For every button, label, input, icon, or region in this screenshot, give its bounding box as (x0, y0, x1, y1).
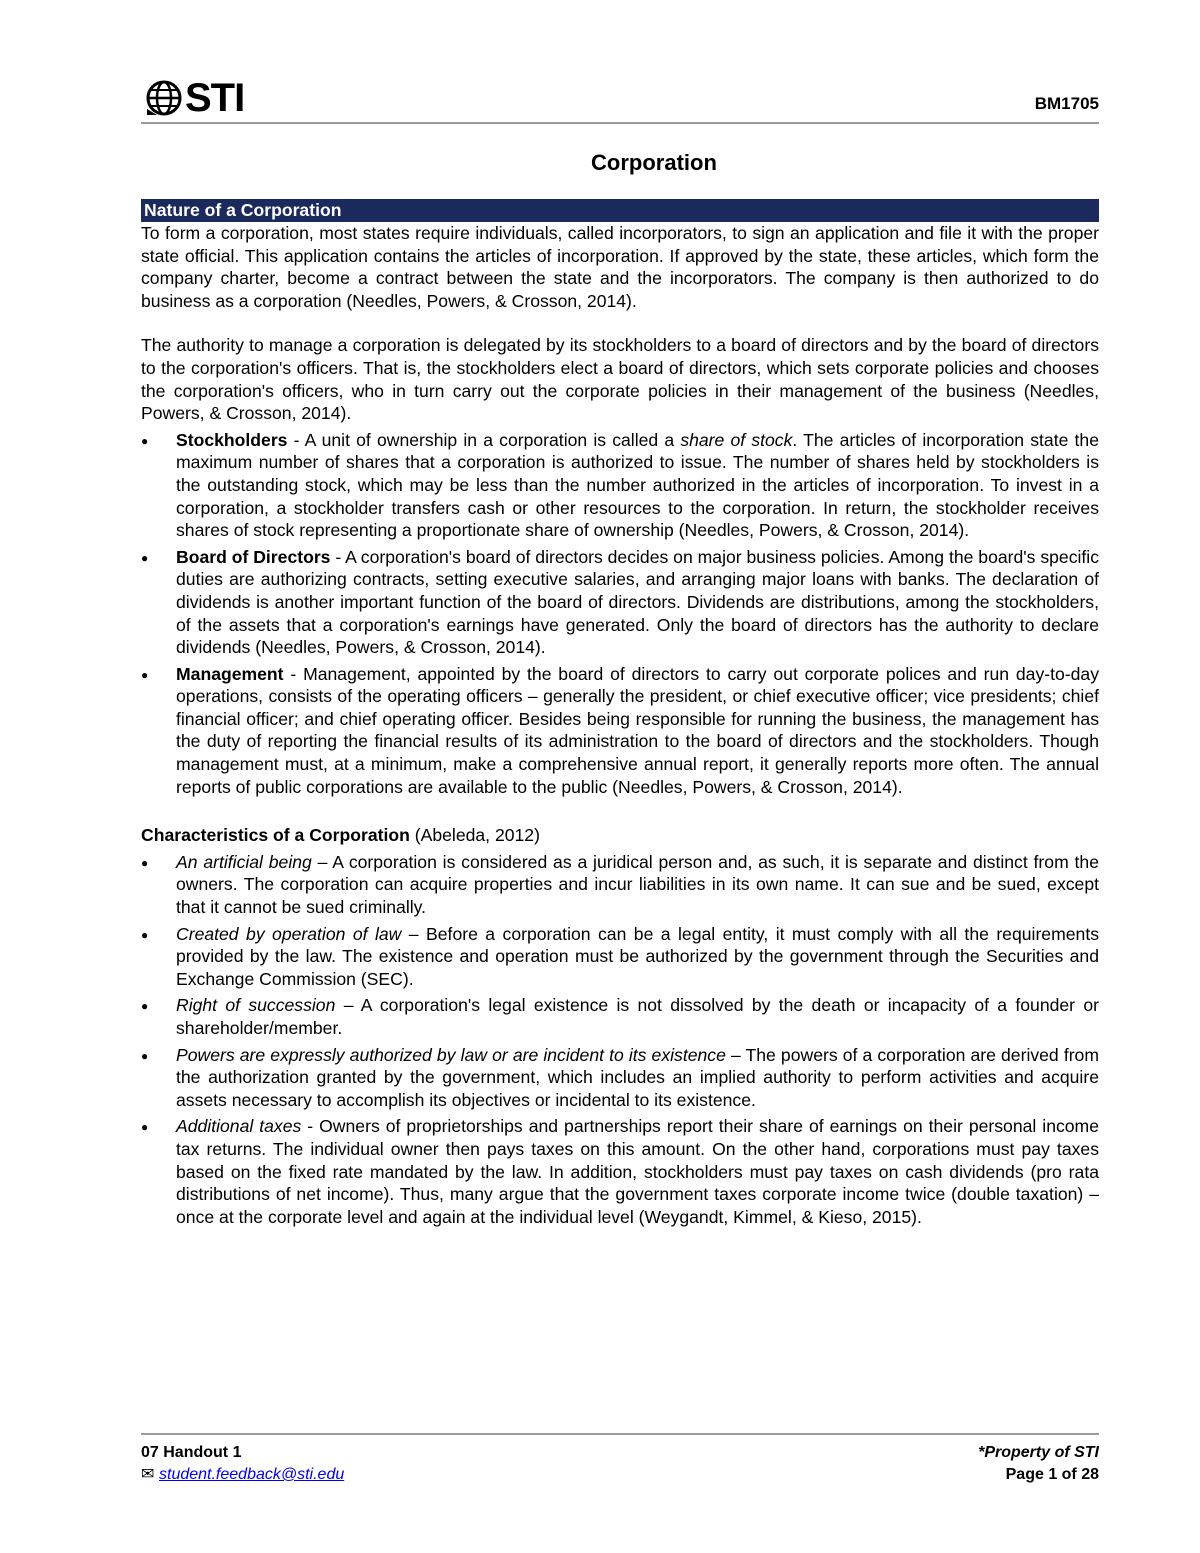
subheading-citation: (Abeleda, 2012) (409, 825, 540, 846)
bullet-list (141, 429, 1099, 799)
item-text: - A unit of ownership in a corporation is called a (287, 429, 681, 450)
page-title (104, 150, 1200, 176)
section-subheading (141, 824, 1099, 847)
paragraph: The authority to manage a corporation is delegated by its stockholders to a board of directors and by the board of directors to the corporation's officers. That is, the stockholders elect a board of directors, which sets corporate policies and chooses the corporation's officers, who in turn carry out the corporate policies in their management of the business (Needles, Powers, & Crosson, 2014). (141, 335, 1099, 424)
page-header (141, 74, 1099, 124)
bullet-icon (141, 546, 151, 570)
italic-term: share of stock (680, 429, 793, 450)
bullet-icon (141, 851, 151, 875)
bullet-icon (141, 429, 151, 453)
bullet-icon (141, 1044, 151, 1068)
term-label: Right of succession (176, 995, 336, 1016)
page-number: Page 1 of 28 (1005, 1466, 1099, 1483)
term-label: Powers are expressly authorized by law or are incident to its existence (176, 1044, 726, 1065)
course-code: BM1705 (1034, 94, 1099, 113)
item-text: – The powers of a corporation are derived from the authorization granted by the government, which includes an implied authority to perform activities and acquire assets necessary to accomplish its objectives or incidental to its existence. (176, 1044, 1100, 1110)
page-footer (141, 1433, 1099, 1485)
item-text: – A corporation is considered as a juridical person and, as such, it is separate and distinct from the owners. The corporation can acquire properties and incur liabilities in its own name. It can sue and be sued, except that it cannot be sued criminally. (176, 851, 1099, 918)
sti-logo (145, 78, 244, 118)
feedback-email-link[interactable]: student.feedback@sti.edu (159, 1466, 345, 1483)
item-text: - Owners of proprietorships and partnerships report their share of earnings on their personal income tax returns. The individual owner then pays taxes on this amount. On the other hand, corporations must pay taxes based on the fixed rate mandated by the law. In addition, stockholders must pay taxes on cash dividends (pro rata distributions of net income). Thus, many argue that the government taxes corporate income twice (double taxation) – once at the corporate level and again at the individual level (Weygandt, Kimmel, & Kieso, 2015). (176, 1116, 1099, 1227)
property-label: *Property of STI (978, 1444, 1099, 1461)
list-item (141, 546, 1099, 659)
list-item (141, 851, 1099, 919)
term-label: An artificial being (176, 851, 312, 872)
item-text: . The articles of incorporation state the maximum number of shares that a corporation is authorized to issue. The number of shares held by stockholders is the outstanding stock, which may be less than the number authorized in the articles of incorporation. To invest in a corporation, a stockholder transfers cash or other resources to the corporation. In return, the stockholder receives shares of stock representing a proportionate share of ownership (Needles, Powers, & Crosson, 2014). (176, 429, 1099, 541)
item-text: - Management, appointed by the board of directors to carry out corporate polices and run day-to-day operations, consists of the operating officers – generally the president, or chief executive officer; vice presidents; chief financial officer; and chief operating officer. Besides being responsible for running the business, the management has the duty of reporting the financial results of its administration to the board of directors and the stockholders. Though management must, at a minimum, make a comprehensive annual report, it generally reports more often. The annual reports of public corporations are available to the public (Needles, Powers, & Crosson, 2014). (176, 663, 1099, 797)
list-item (141, 1044, 1099, 1112)
paragraph: To form a corporation, most states require individuals, called incorporators, to sign an application and file it with the proper state official. This application contains the articles of incorporation. If approved by the state, these articles, which form the company charter, become a contract between the state and the incorporators. The company is then authorized to do business as a corporation (Needles, Powers, & Crosson, 2014). (141, 223, 1099, 311)
bullet-list (141, 851, 1099, 1229)
section-heading-bar: Nature of a Corporation (141, 199, 1099, 222)
list-item (141, 1115, 1099, 1228)
page-title-text: Corporation (591, 150, 717, 175)
logo-text: STI (185, 76, 245, 120)
list-item (141, 663, 1099, 799)
bullet-icon (141, 1115, 151, 1139)
footer-divider (141, 1433, 1099, 1435)
bullet-icon (141, 923, 151, 947)
item-text: – A corporation's legal existence is not dissolved by the death or incapacity of a founder or shareholder/member. (176, 995, 1099, 1038)
document-body (141, 199, 1099, 1228)
term-label: Management (176, 663, 284, 684)
header-divider (141, 122, 1099, 124)
item-text: – Before a corporation can be a legal entity, it must comply with all the requirements provided by the law. The existence and operation must be authorized by the government through the Securities and Exchange Commission (SEC). (176, 923, 1099, 989)
bullet-icon (141, 994, 151, 1018)
list-item (141, 994, 1099, 1039)
handout-label: 07 Handout 1 (141, 1444, 242, 1461)
list-item (141, 429, 1099, 542)
term-label: Additional taxes (176, 1116, 302, 1137)
globe-icon (145, 79, 183, 117)
term-label: Stockholders (176, 429, 288, 450)
term-label: Board of Directors (176, 546, 331, 567)
list-item (141, 923, 1099, 991)
term-label: Created by operation of law (176, 923, 402, 944)
subheading-text: Characteristics of a Corporation (141, 825, 410, 846)
item-text: - A corporation's board of directors decides on major business policies. Among the board's specific duties are authorizing contracts, setting executive salaries, and arranging major loans with banks. The declaration of dividends is another important function of the board of directors. Dividends are distributions, among the stockholders, of the assets that a corporation's earnings have generated. Only the board of directors has the authority to declare dividends (Needles, Powers, & Crosson, 2014). (176, 546, 1100, 658)
bullet-icon (141, 663, 151, 687)
envelope-icon: ✉ (141, 1466, 155, 1483)
